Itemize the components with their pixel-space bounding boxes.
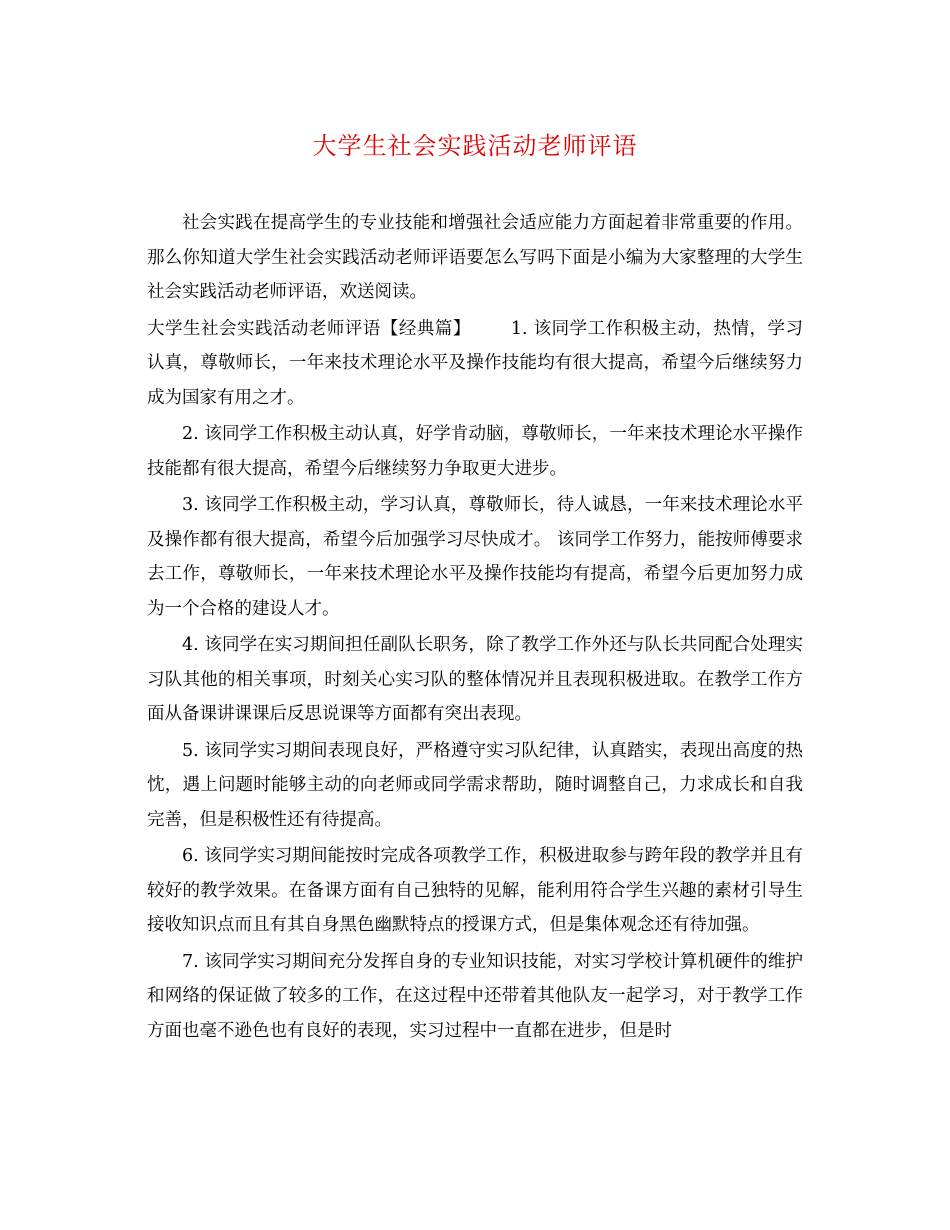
document-body [147, 206, 803, 1050]
comment-item-7: 7. 该同学实习期间充分发挥自身的专业知识技能，对实习学校计算机硬件的维护和网络的保证做了较多的工作，在这过程中还带着其他队友一起学习，对于教学工作方面也毫不逊色也有良好的表现，实习过程中一直都在进步，但是时 [147, 951, 803, 1041]
section-paragraph [147, 312, 803, 416]
comment-item-4: 4. 该同学在实习期间担任副队长职务，除了教学工作外还与队长共同配合处理实习队其他的相关事项，时刻关心实习队的整体情况并且表现积极进取。在教学工作方面从备课讲课课后反思说课等方面都有突出表现。 [147, 635, 803, 724]
page-title: 大学生社会实践活动老师评语 [312, 132, 638, 160]
comment-item-2: 2. 该同学工作积极主动认真，好学肯动脑，尊敬师长，一年来技术理论水平操作技能都有很大提高，希望今后继续努力争取更大进步。 [147, 424, 803, 479]
comment-item-5: 5. 该同学实习期间表现良好，严格遵守实习队纪律，认真踏实，表现出高度的热忱，遇上问题时能够主动的向老师或同学需求帮助，随时调整自己，力求成长和自我完善，但是积极性还有待提高。 [147, 740, 803, 830]
section-heading: 大学生社会实践活动老师评语【经典篇】 [147, 318, 471, 339]
comment-item-6: 6. 该同学实习期间能按时完成各项教学工作，积极进取参与跨年段的教学并且有较好的教学效果。在备课方面有自己独特的见解，能利用符合学生兴趣的素材引导生接收知识点而且有其自身黑色幽默特点的授课方式，但是集体观念还有待加强。 [147, 846, 803, 935]
intro-paragraph: 社会实践在提高学生的专业技能和增强社会适应能力方面起着非常重要的作用。那么你知道大学生社会实践活动老师评语要怎么写吗下面是小编为大家整理的大学生社会实践活动老师评语，欢送阅读。 [147, 213, 803, 302]
comment-item-1: 1. 该同学工作积极主动，热情，学习认真，尊敬师长，一年来技术理论水平及操作技能均有很大提高，希望今后继续努力成为国家有用之才。 [147, 318, 803, 408]
comment-item-3: 3. 该同学工作积极主动，学习认真，尊敬师长，待人诚恳，一年来技术理论水平及操作都有很大提高，希望今后加强学习尽快成才。 该同学工作努力，能按师傅要求去工作，尊敬师长，一年来技术理论水平及操作技能均有提高，希望今后更加努力成为一个合格的建设人才。 [147, 495, 803, 619]
